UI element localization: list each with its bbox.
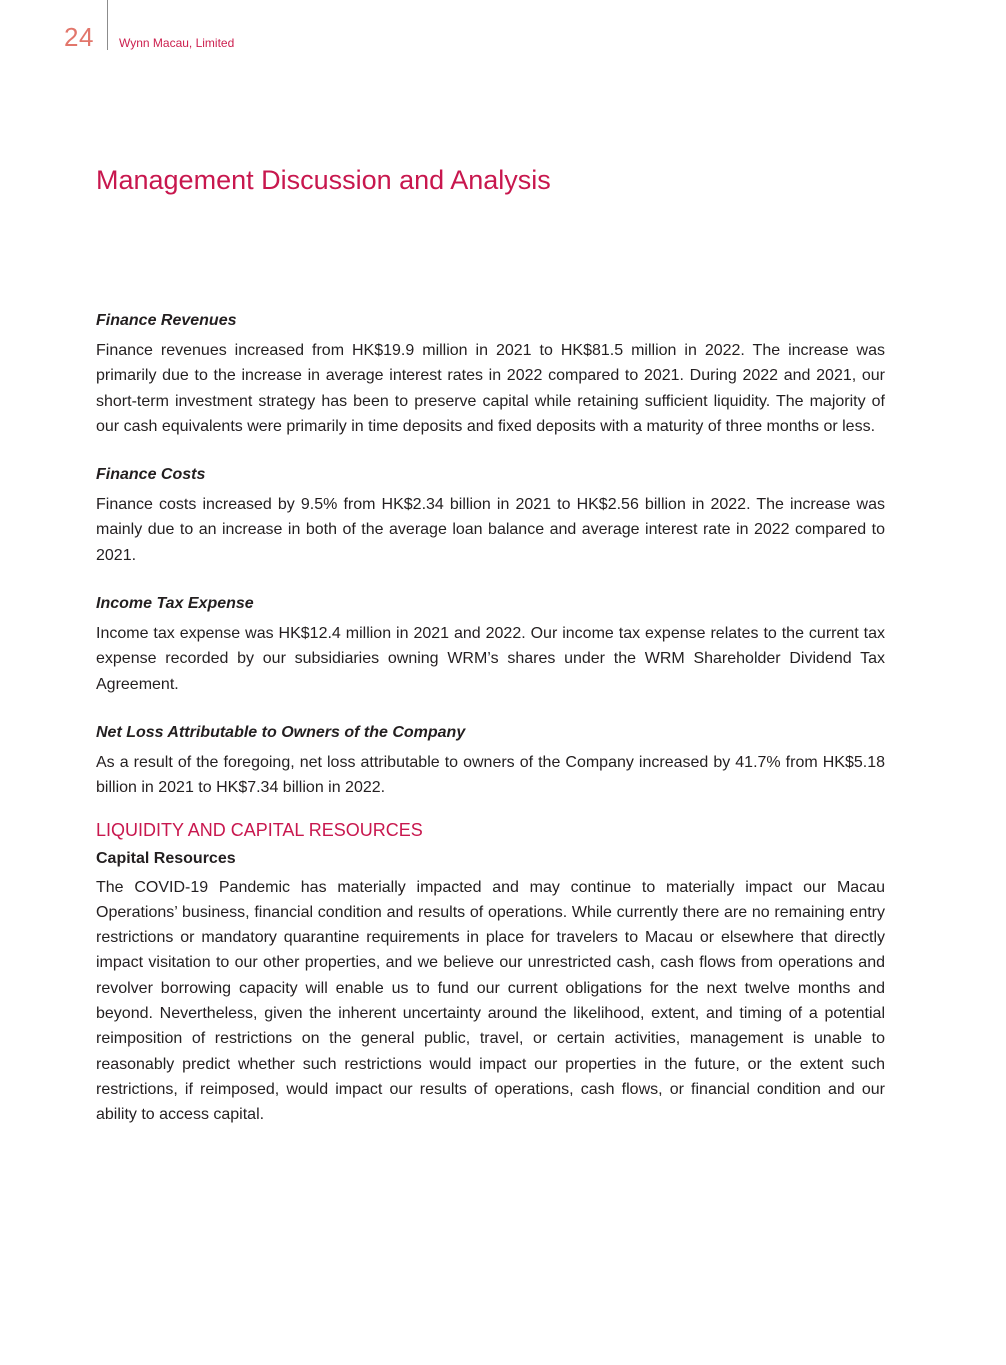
section-heading: Finance Costs	[96, 466, 206, 484]
section-liquidity	[96, 817, 885, 1128]
section-finance-revenues	[96, 309, 885, 439]
section-heading: Income Tax Expense	[96, 595, 254, 613]
header-divider	[107, 0, 108, 50]
section-paragraph: Finance revenues increased from HK$19.9 million in 2021 to HK$81.5 million in 2022. The increase was primarily due to the increase in average interest rates in 2022 compared to 2021. During 2022 and 2021, our short-term investment strategy has been to preserve capital while retaining sufficient liquidity. The majority of our cash equivalents were primarily in time deposits and fixed deposits with a maturity of three months or less.	[96, 342, 885, 435]
section-finance-costs	[96, 463, 885, 568]
section-net-loss	[96, 721, 885, 801]
section-paragraph: Finance costs increased by 9.5% from HK$2.34 billion in 2021 to HK$2.56 billion in 2022. The increase was mainly due to an increase in both of the average loan balance and average interest rate in 2022 compared to 2021.	[96, 496, 885, 564]
section-income-tax-expense	[96, 592, 885, 697]
page-header	[0, 0, 1006, 70]
page-number: 24	[64, 22, 94, 52]
page-title: Management Discussion and Analysis	[96, 165, 551, 195]
company-name: Wynn Macau, Limited	[119, 36, 235, 50]
section-paragraph: Income tax expense was HK$12.4 million in 2021 and 2022. Our income tax expense relates to the current tax expense recorded by our subsidiaries owning WRM’s shares under the WRM Shareholder Dividend Tax Agreement.	[96, 625, 885, 693]
section-heading: Finance Revenues	[96, 312, 237, 329]
section-heading: Net Loss Attributable to Owners of the Company	[96, 723, 466, 741]
liquidity-heading: LIQUIDITY AND CAPITAL RESOURCES	[96, 819, 423, 840]
document-body	[96, 309, 885, 1128]
section-paragraph: The COVID-19 Pandemic has materially impacted and may continue to materially impact our Macau Operations’ business, financial condition and results of operations. While currently there are no remaining entry restrictions or mandatory quarantine requirements in place for travelers to Macau or elsewhere that directly impact visitation to our other properties, and we believe our unrestricted cash, cash flows from operations and revolver borrowing capacity will enable us to fund our current obligations for the next twelve months and beyond. Nevertheless, given the inherent uncertainty around the likelihood, extent, and timing of a potential reimposition of restrictions on the general public, travel, or certain activities, management is unable to reasonably predict whether such restrictions would impact our properties in the future, or the extent such restrictions, if reimposed, would impact our results of operations, cash flows, or financial condition and our ability to access capital.	[96, 878, 885, 1124]
capital-resources-heading: Capital Resources	[96, 849, 236, 867]
section-paragraph: As a result of the foregoing, net loss attributable to owners of the Company increased by 41.7% from HK$5.18 billion in 2021 to HK$7.34 billion in 2022.	[96, 753, 885, 797]
